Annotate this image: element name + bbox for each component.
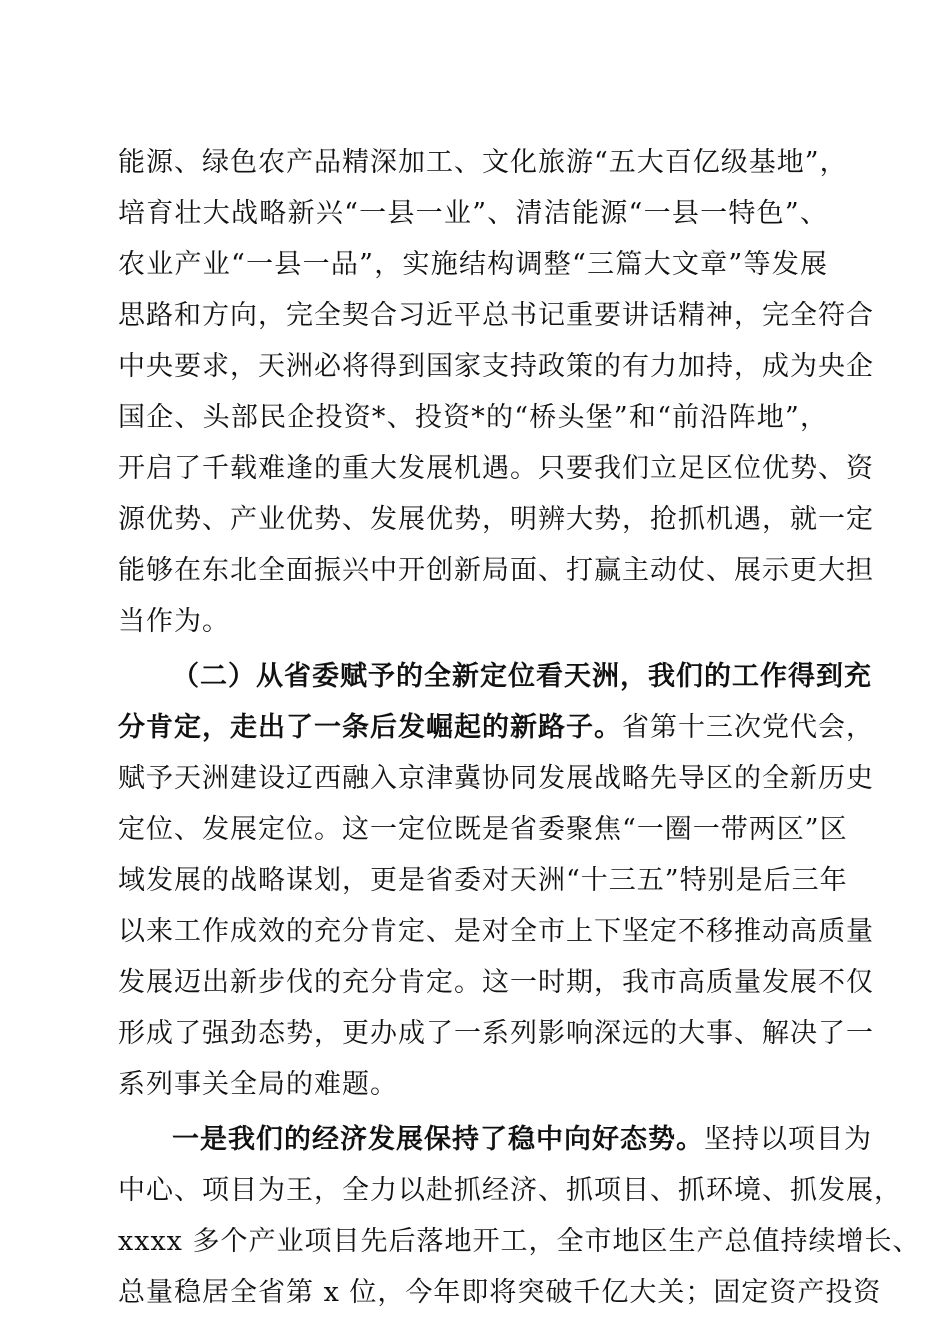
paragraph1-line-1: 能源、绿色农产品精深加工、文化旅游“五大百亿级基地”，	[118, 147, 848, 178]
paragraph2-heading-line-2: 分肯定，走出了一条后发崛起的新路子。	[118, 712, 622, 743]
paragraph2-line-2	[118, 708, 874, 748]
paragraph2-line-7: 发展迈出新步伐的充分肯定。这一时期，我市高质量发展不仅	[118, 967, 874, 998]
paragraph1-line-9: 能够在东北全面振兴中开创新局面、打赢主动仗、展示更大担	[118, 555, 874, 586]
paragraph1-line-6: 国企、头部民企投资*、投资*的“桥头堡”和“前沿阵地”，	[118, 402, 828, 433]
paragraph2-line-9: 系列事关全局的难题。	[118, 1069, 398, 1100]
paragraph3-line-3: xxxx 多个产业项目先后落地开工，全市地区生产总值持续增长、	[118, 1226, 921, 1257]
paragraph2-line-5: 域发展的战略谋划，更是省委对天洲“十三五”特别是后三年	[118, 865, 848, 896]
paragraph2-line-8: 形成了强劲态势，更办成了一系列影响深远的大事、解决了一	[118, 1018, 874, 1049]
paragraph2-line-3: 赋予天洲建设辽西融入京津冀协同发展战略先导区的全新历史	[118, 763, 874, 794]
paragraph1-line-8: 源优势、产业优势、发展优势，明辨大势，抢抓机遇，就一定	[118, 504, 874, 535]
paragraph1-line-10: 当作为。	[118, 606, 230, 637]
paragraph1-line-4: 思路和方向，完全契合习近平总书记重要讲话精神，完全符合	[118, 300, 874, 331]
paragraph3-line-1-rest: 坚持以项目为	[704, 1124, 872, 1155]
paragraph2-line-4: 定位、发展定位。这一定位既是省委聚焦“一圈一带两区”区	[118, 814, 848, 845]
paragraph2-heading-line-1: （二）从省委赋予的全新定位看天洲，我们的工作得到充	[172, 661, 872, 692]
paragraph1-line-2: 培育壮大战略新兴“一县一业”、清洁能源“一县一特色”、	[118, 198, 828, 229]
paragraph3-line-4: 总量稳居全省第 x 位，今年即将突破千亿大关；固定资产投资	[118, 1277, 882, 1308]
paragraph1-line-5: 中央要求，天洲必将得到国家支持政策的有力加持，成为央企	[118, 351, 874, 382]
paragraph3-line-2: 中心、项目为王，全力以赴抓经济、抓项目、抓环境、抓发展，	[118, 1175, 902, 1206]
paragraph2-line-6: 以来工作成效的充分肯定、是对全市上下坚定不移推动高质量	[118, 916, 874, 947]
paragraph3-heading: 一是我们的经济发展保持了稳中向好态势。	[172, 1124, 704, 1155]
paragraph3-line-1	[172, 1120, 872, 1160]
paragraph1-line-3: 农业产业“一县一品”，实施结构调整“三篇大文章”等发展	[118, 249, 828, 280]
paragraph1-line-7: 开启了千载难逢的重大发展机遇。只要我们立足区位优势、资	[118, 453, 874, 484]
paragraph2-line-2-rest: 省第十三次党代会，	[622, 712, 874, 743]
